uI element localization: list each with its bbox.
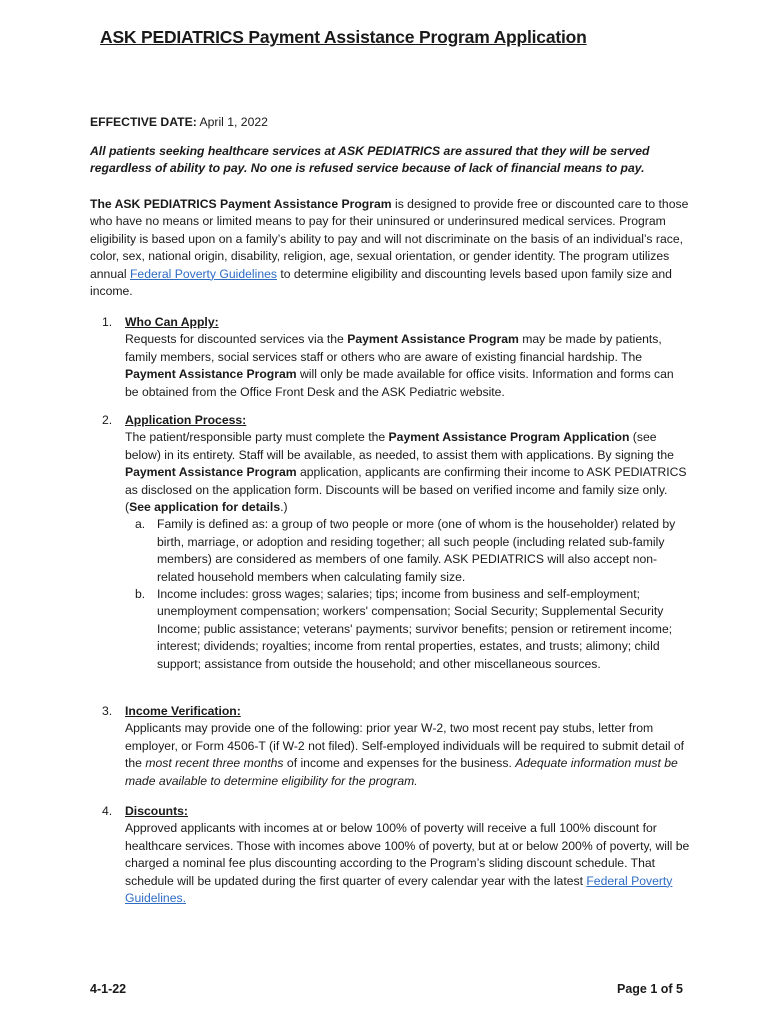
effective-date-value: April 1, 2022 — [196, 115, 268, 129]
section-bold-part: Payment Assistance Program — [347, 332, 519, 347]
section-bold-part: Payment Assistance Program Application — [388, 430, 630, 445]
section-application-process — [90, 412, 690, 673]
section-income-verification — [90, 703, 690, 790]
section-bold-part: Payment Assistance Program — [125, 367, 297, 382]
federal-poverty-guidelines-link[interactable]: Federal Poverty Guidelines — [129, 266, 277, 281]
section-text — [125, 820, 690, 907]
sub-item-letter: a. — [135, 517, 146, 532]
section-text-part: The patient/responsible party must complete the — [125, 430, 389, 445]
sub-item-family — [135, 516, 690, 586]
page-number: Page 1 of 5 — [617, 982, 683, 996]
section-number: 2. — [102, 413, 113, 427]
intro-paragraph — [90, 196, 690, 300]
section-heading: Income Verification: — [125, 704, 241, 718]
section-who-can-apply — [90, 314, 690, 401]
section-italic-part: most recent three months — [145, 756, 284, 771]
section-number: 4. — [102, 804, 113, 818]
section-italic-part: Adequate information must be made available to determine eligibility for the program. — [125, 756, 678, 788]
effective-date-label: EFFECTIVE DATE: — [90, 115, 197, 129]
section-heading: Discounts: — [125, 804, 188, 818]
page-title: ASK PEDIATRICS Payment Assistance Program Application — [100, 27, 587, 47]
section-bold-part: See application for details — [129, 500, 281, 515]
sub-item-text: Family is defined as: a group of two people or more (one of whom is the householder) related by birth, marriage, or adoption and residing together; all such people (including related sub-family members) are considered as members of one family. ASK PEDIATRICS will also accept non-related household members when calculating family size. — [157, 517, 676, 584]
section-number: 3. — [102, 704, 113, 718]
section-heading: Who Can Apply: — [125, 315, 219, 329]
effective-date — [90, 114, 690, 131]
section-text-part: .) — [280, 500, 288, 515]
section-heading: Application Process: — [125, 413, 247, 427]
intro-text-1: is designed to provide free or discounted care to those who have no means or limited means to pay for their uninsured or underinsured medical services. Program eligibility is based upon on a family’s ability to pay and will not discriminate on the basis of an individual’s race, color, sex, national origin, disability, religion, age, sexual orientation, or gender identity. The program utilizes annual — [90, 197, 689, 281]
section-text-part: may be made by patients, family members, social services staff or others who are aware of existing financial hardship. The — [125, 332, 662, 364]
section-text-part: Approved applicants with incomes at or below 100% of poverty will receive a full 100% discount for healthcare services. Those with incomes above 100% of poverty, but at or below 200% of poverty, will be charged a nominal fee plus discounting according to the Program’s sliding discount schedule. That schedule will be updated during the first quarter of every calendar year with the latest — [125, 821, 690, 888]
section-discounts — [90, 803, 690, 907]
sub-item-letter: b. — [135, 587, 146, 602]
section-text-part: Applicants may provide one of the following: prior year W-2, two most recent pay stubs, letter from employer, or Form 4506-T (if W-2 not filed). Self-employed individuals will be required to submit detail of the — [125, 721, 685, 771]
policy-statement: All patients seeking healthcare services at ASK PEDIATRICS are assured that they will be served regardless of ability to pay. No one is refused service because of lack of financial means to pay. — [90, 144, 650, 176]
section-text-part: Requests for discounted services via the — [125, 332, 348, 347]
federal-poverty-guidelines-link[interactable]: Federal Poverty Guidelines. — [125, 873, 673, 906]
section-text — [125, 720, 690, 790]
section-number: 1. — [102, 315, 113, 329]
section-bold-part: Payment Assistance Program — [125, 465, 297, 480]
section-text-part: will only be made available for office visits. Information and forms can be obtained from the Office Front Desk and the ASK Pediatric website. — [125, 367, 674, 399]
section-text-part: application, applicants are confirming their income to ASK PEDIATRICS as disclosed on the application form. Discounts will be based on verified income and family size only. ( — [125, 465, 687, 515]
intro-text-2: to determine eligibility and discounting levels based upon family size and income. — [90, 266, 672, 299]
section-text — [125, 331, 690, 401]
intro-program-name: The ASK PEDIATRICS Payment Assistance Program — [90, 197, 392, 211]
section-text-part: (see below) in its entirety. Staff will be available, as needed, to assist them with applications. By signing the — [125, 430, 674, 462]
section-text — [125, 429, 690, 516]
sub-item-income — [135, 586, 690, 673]
section-text-part: of income and expenses for the business. — [283, 756, 516, 771]
sub-item-text: Income includes: gross wages; salaries; tips; income from business and self-employment; unemployment compensation; workers' compensation; Social Security; Supplemental Security Income; public assistance; veterans' payments; survivor benefits; pension or retirement income; interest; dividends; royalties; income from rental properties, estates, and trusts; alimony; child support; assistance from outside the household; and other miscellaneous sources. — [157, 587, 673, 671]
footer-date: 4-1-22 — [90, 982, 127, 996]
